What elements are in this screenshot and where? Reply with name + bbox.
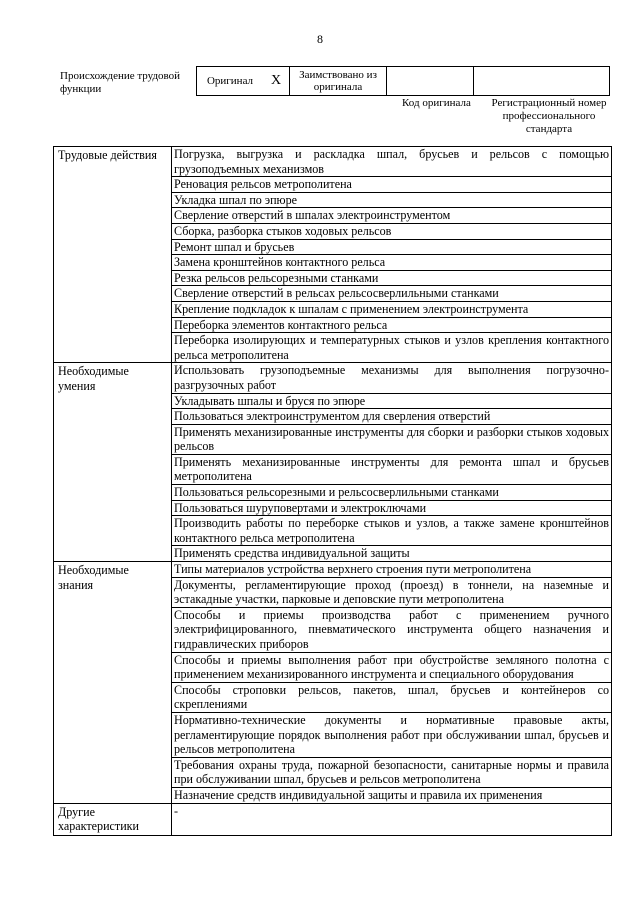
section-item: Применять механизированные инструменты для сборки и разборки стыков ходовых рельсов: [172, 424, 612, 454]
section-label: Необходимые умения: [54, 363, 172, 562]
section-item: -: [172, 803, 612, 835]
section-item: Переборка изолирующих и температурных стыков и узлов крепления контактного рельса метрополитена: [172, 333, 612, 363]
section-label: Трудовые действия: [54, 147, 172, 363]
origin-label: Происхождение трудовой функции: [60, 70, 181, 95]
section-item: Применять механизированные инструменты для ремонта шпал и брусьев метрополитена: [172, 454, 612, 484]
section-item: Укладка шпал по эпюре: [172, 192, 612, 208]
reg-caption: Регистрационный номер профессионального стандарта: [491, 97, 607, 135]
section-item: Способы и приемы выполнения работ при обустройстве земляного полотна с применением механизированного инструмента и специального оборудования: [172, 652, 612, 682]
section-item: Погрузка, выгрузка и раскладка шпал, брусьев и рельсов с помощью грузоподъемных механизмов: [172, 147, 612, 177]
table-row: [54, 363, 612, 393]
section-item: Способы строповки рельсов, пакетов, шпал, брусьев и контейнеров со скреплениями: [172, 682, 612, 712]
section-item: Пользоваться шуруповертами и электроключами: [172, 500, 612, 516]
origin-table: [196, 66, 610, 96]
section-item: Способы и приемы производства работ с применением ручного электрифицированного, пневматического инструмента общего назначения и гидравлических приборов: [172, 607, 612, 652]
section-item: Замена кронштейнов контактного рельса: [172, 255, 612, 271]
section-item: Резка рельсов рельсорезными станками: [172, 270, 612, 286]
section-item: Использовать грузоподъемные механизмы для выполнения погрузочно-разгрузочных работ: [172, 363, 612, 393]
section-item: Назначение средств индивидуальной защиты и правила их применения: [172, 787, 612, 803]
section-label: Другие характеристики: [54, 803, 172, 835]
function-table: [53, 146, 612, 836]
section-item: Сверление отверстий в шпалах электроинструментом: [172, 208, 612, 224]
table-row: [54, 803, 612, 835]
table-row: [54, 562, 612, 578]
section-item: Требования охраны труда, пожарной безопасности, санитарные нормы и правила при обслуживании шпал, брусьев и рельсов метрополитена: [172, 757, 612, 787]
section-item: Крепление подкладок к шпалам с применением электроинструмента: [172, 301, 612, 317]
borrowed-label: Заимствовано из оригинала: [290, 67, 387, 96]
code-caption: Код оригинала: [402, 97, 471, 109]
original-label: Оригинал: [197, 67, 264, 96]
page-number: 8: [317, 32, 323, 46]
section-item: Нормативно-технические документы и нормативные правовые акты, регламентирующие порядок выполнения работ при обслуживании шпал, брусьев и рельсов метрополитена: [172, 712, 612, 757]
section-item: Применять средства индивидуальной защиты: [172, 546, 612, 562]
code-cell: [387, 67, 474, 96]
section-label: Необходимые знания: [54, 562, 172, 804]
section-item: Переборка элементов контактного рельса: [172, 317, 612, 333]
section-item: Документы, регламентирующие проход (проезд) в тоннели, на наземные и эстакадные участки, парковые и деповские пути метрополитена: [172, 577, 612, 607]
section-item: Пользоваться рельсорезными и рельсосверлильными станками: [172, 485, 612, 501]
section-item: Типы материалов устройства верхнего строения пути метрополитена: [172, 562, 612, 578]
section-item: Сборка, разборка стыков ходовых рельсов: [172, 223, 612, 239]
section-item: Укладывать шпалы и бруся по эпюре: [172, 393, 612, 409]
reg-number-cell: [474, 67, 610, 96]
section-item: Реновация рельсов метрополитена: [172, 177, 612, 193]
section-item: Сверление отверстий в рельсах рельсосверлильными станками: [172, 286, 612, 302]
section-item: Пользоваться электроинструментом для сверления отверстий: [172, 409, 612, 425]
table-row: [54, 147, 612, 177]
section-item: Ремонт шпал и брусьев: [172, 239, 612, 255]
section-item: Производить работы по переборке стыков и узлов, а также замене кронштейнов контактного рельса метрополитена: [172, 516, 612, 546]
original-mark: X: [263, 67, 290, 96]
